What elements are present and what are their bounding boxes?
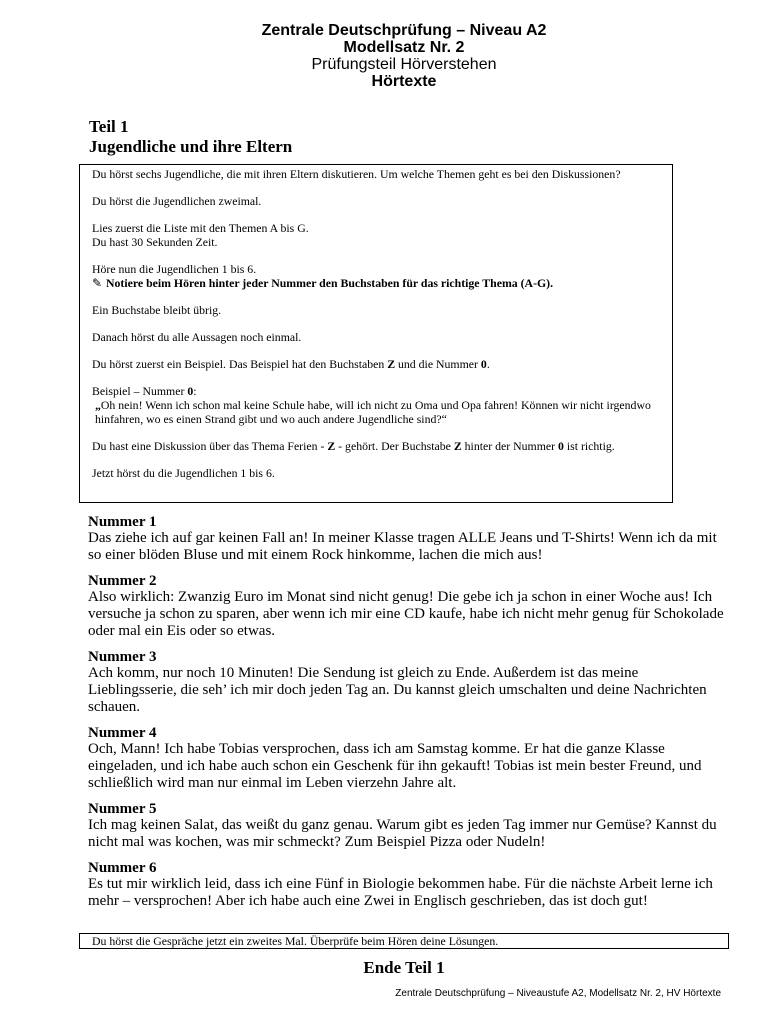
transcript-heading: Nummer 6	[88, 860, 157, 876]
instruction-repeat: Danach hörst du alle Aussagen noch einmal.	[92, 330, 302, 344]
example-label: Beispiel – Nummer 0:	[92, 384, 197, 398]
instruction-note-text: Notiere beim Hören hinter jeder Nummer den Buchstaben für das richtige Thema (A-G).	[106, 276, 554, 290]
part-heading	[89, 117, 292, 157]
instruction-example-intro: Du hörst zuerst ein Beispiel. Das Beispiel hat den Buchstaben Z und die Nummer 0.	[92, 357, 490, 371]
transcript-heading: Nummer 2	[88, 573, 157, 589]
instruction-example-solution: Du hast eine Diskussion über das Thema Ferien - Z - gehört. Der Buchstabe Z hinter der Nummer 0 ist richtig.	[92, 439, 615, 453]
exam-part-title: Prüfungsteil Hörverstehen	[311, 56, 497, 73]
model-set-title: Modellsatz Nr. 2	[343, 39, 465, 56]
instructions-box	[79, 164, 673, 503]
transcript-item	[88, 860, 728, 910]
transcript-item	[88, 801, 728, 851]
transcript-heading: Nummer 5	[88, 801, 157, 817]
pencil-icon: ✎	[92, 276, 102, 290]
transcript-item	[88, 514, 728, 564]
example-text: „Oh nein! Wenn ich schon mal keine Schule habe, will ich nicht zu Oma und Opa fahren! Können wir nicht irgendwo hinfahren, wo es einen Strand gibt und wo auch andere Jugendliche sind?“	[95, 398, 651, 426]
instruction-twice: Du hörst die Jugendlichen zweimal.	[92, 194, 262, 208]
transcript-text: Das ziehe ich auf gar keinen Fall an! In meiner Klasse tragen ALLE Jeans und T-Shirts! Wenn ich da mit so einer blöden Bluse und mit einem Rock hinkomme, lachen die mich aus!	[88, 530, 717, 563]
exam-title: Zentrale Deutschprüfung – Niveau A2	[261, 22, 547, 39]
instruction-listen: Höre nun die Jugendlichen 1 bis 6.	[92, 262, 257, 276]
instruction-note	[92, 276, 672, 290]
part-subtitle: Jugendliche und ihre Eltern	[89, 137, 293, 156]
part-title: Teil 1	[89, 117, 129, 136]
instruction-leftover: Ein Buchstabe bleibt übrig.	[92, 303, 222, 317]
end-of-part: Ende Teil 1	[363, 958, 445, 977]
transcript-heading: Nummer 4	[88, 725, 157, 741]
transcript-text: Also wirklich: Zwanzig Euro im Monat sind nicht genug! Die gebe ich ja schon in einer Woche aus! Ich versuche ja schon zu sparen, aber wenn ich mir eine CD kaufe, habe ich nicht mehr genug für Schokolade oder mal ein Eis oder so etwas.	[88, 589, 724, 639]
transcript-heading: Nummer 1	[88, 514, 157, 530]
transcript-item	[88, 649, 728, 716]
page-header	[0, 22, 768, 90]
transcript-text: Ich mag keinen Salat, das weißt du ganz genau. Warum gibt es jeden Tag immer nur Gemüse? Kannst du nicht mal was kochen, was mir schmeckt? Zum Beispiel Pizza oder Nudeln!	[88, 817, 717, 850]
instruction-intro: Du hörst sechs Jugendliche, die mit ihren Eltern diskutieren. Um welche Themen geht es bei den Diskussionen?	[92, 167, 621, 181]
transcripts	[88, 514, 728, 919]
instruction-time: Du hast 30 Sekunden Zeit.	[92, 235, 218, 249]
instruction-start: Jetzt hörst du die Jugendlichen 1 bis 6.	[92, 466, 275, 480]
page-footer: Zentrale Deutschprüfung – Niveaustufe A2, Modellsatz Nr. 2, HV Hörtexte	[395, 988, 721, 999]
transcript-heading: Nummer 3	[88, 649, 157, 665]
transcript-text: Es tut mir wirklich leid, dass ich eine Fünf in Biologie bekommen habe. Für die nächste Arbeit lerne ich mehr – versprochen! Aber ich habe auch eine Zwei in Englisch geschrieben, das ist doch gut!	[88, 876, 713, 909]
second-round-box: Du hörst die Gespräche jetzt ein zweites Mal. Überprüfe beim Hören deine Lösungen.	[79, 933, 729, 949]
transcript-text: Ach komm, nur noch 10 Minuten! Die Sendung ist gleich zu Ende. Außerdem ist das meine Lieblingsserie, die seh’ ich mir doch jeden Tag an. Du kannst gleich umschalten und deine Nachrichten schauen.	[88, 665, 707, 715]
instruction-read-list: Lies zuerst die Liste mit den Themen A bis G.	[92, 221, 309, 235]
transcript-text: Och, Mann! Ich habe Tobias versprochen, dass ich am Samstag komme. Er hat die ganze Klasse eingeladen, und ich habe auch schon ein Geschenk für ihn gekauft! Tobias ist mein bester Freund, und schließlich wird man nur einmal im Leben vierzehn Jahre alt.	[88, 741, 702, 791]
transcript-item	[88, 725, 728, 792]
section-title: Hörtexte	[371, 73, 437, 90]
transcript-item	[88, 573, 728, 640]
